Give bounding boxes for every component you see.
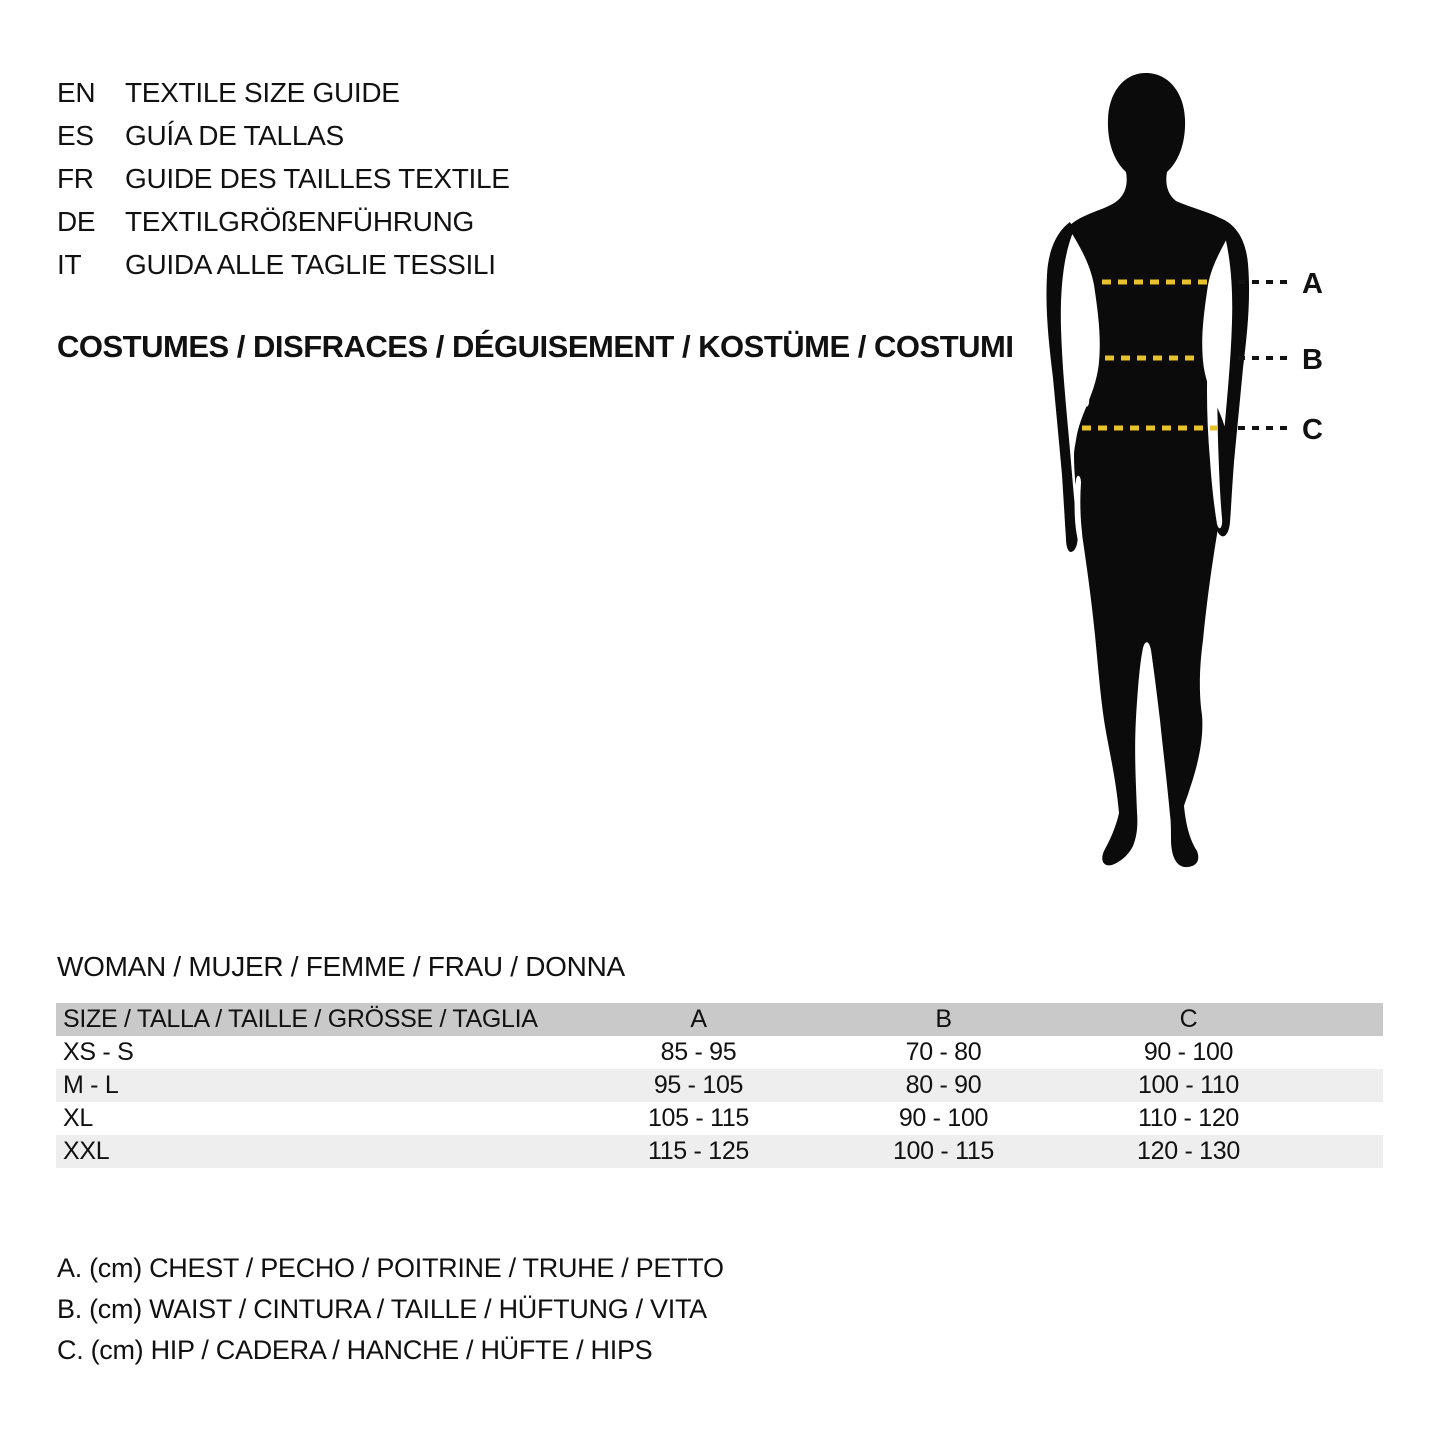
language-code: ES xyxy=(57,119,94,151)
legend-line-chest: A. (cm) CHEST / PECHO / POITRINE / TRUHE / PETTO xyxy=(57,1253,724,1283)
language-code: IT xyxy=(57,248,82,280)
table-row xyxy=(56,1036,1383,1069)
language-row xyxy=(57,114,510,157)
col-header-b: B xyxy=(935,1005,952,1033)
left-arm-path xyxy=(1046,222,1077,552)
language-label: GUÍA DE TALLAS xyxy=(125,119,344,151)
language-row xyxy=(57,243,510,286)
value-cell-c: 90 - 100 xyxy=(1143,1038,1234,1066)
size-cell: XL xyxy=(63,1104,93,1132)
value-cell-c: 110 - 120 xyxy=(1137,1104,1240,1132)
value-cell-c: 120 - 130 xyxy=(1137,1137,1240,1165)
woman-silhouette-figure xyxy=(1040,70,1440,880)
language-code: EN xyxy=(57,76,96,108)
size-cell: XXL xyxy=(63,1137,110,1165)
body-path xyxy=(1068,73,1233,867)
language-code: DE xyxy=(57,205,96,237)
language-code: FR xyxy=(57,162,94,194)
language-row xyxy=(57,71,510,114)
size-cell: M - L xyxy=(63,1071,119,1099)
legend-line-waist: B. (cm) WAIST / CINTURA / TAILLE / HÜFTUNG / VITA xyxy=(57,1294,707,1324)
value-cell-a: 115 - 125 xyxy=(647,1137,750,1165)
measure-letters xyxy=(1302,268,1323,446)
language-row xyxy=(57,200,510,243)
measurement-legend xyxy=(57,1248,724,1371)
language-row xyxy=(57,157,510,200)
value-cell-c: 100 - 110 xyxy=(1137,1071,1240,1099)
language-label: GUIDA ALLE TAGLIE TESSILI xyxy=(125,248,496,280)
value-cell-b: 80 - 90 xyxy=(905,1071,982,1099)
value-cell-b: 70 - 80 xyxy=(905,1038,982,1066)
size-header-cell: SIZE / TALLA / TAILLE / GRÖSSE / TAGLIA xyxy=(63,1005,538,1033)
size-table xyxy=(56,1003,1383,1168)
legend-line-hip: C. (cm) HIP / CADERA / HANCHE / HÜFTE / HIPS xyxy=(57,1335,653,1365)
col-header-c: C xyxy=(1179,1005,1198,1033)
language-label: TEXTILGRÖßENFÜHRUNG xyxy=(125,205,474,237)
table-title: WOMAN / MUJER / FEMME / FRAU / DONNA xyxy=(57,951,625,982)
measure-label-b: B xyxy=(1302,344,1323,376)
language-label: TEXTILE SIZE GUIDE xyxy=(125,76,400,108)
value-cell-b: 90 - 100 xyxy=(898,1104,989,1132)
value-cell-a: 105 - 115 xyxy=(647,1104,750,1132)
language-label: GUIDE DES TAILLES TEXTILE xyxy=(125,162,510,194)
left-armpit-gap xyxy=(1079,313,1089,406)
table-row xyxy=(56,1102,1383,1135)
measure-label-c: C xyxy=(1302,414,1323,446)
measure-label-a: A xyxy=(1302,268,1323,300)
size-cell: XS - S xyxy=(63,1038,134,1066)
value-cell-a: 95 - 105 xyxy=(653,1071,744,1099)
value-cell-b: 100 - 115 xyxy=(892,1137,995,1165)
category-title: COSTUMES / DISFRACES / DÉGUISEMENT / KOSTÜME / COSTUMI xyxy=(57,329,1014,364)
table-row xyxy=(56,1069,1383,1102)
value-cell-a: 85 - 95 xyxy=(660,1038,737,1066)
table-header-row xyxy=(56,1003,1383,1036)
right-arm-path xyxy=(1216,218,1249,536)
language-guide-list xyxy=(57,71,510,286)
table-row xyxy=(56,1135,1383,1168)
col-header-a: A xyxy=(690,1005,707,1033)
